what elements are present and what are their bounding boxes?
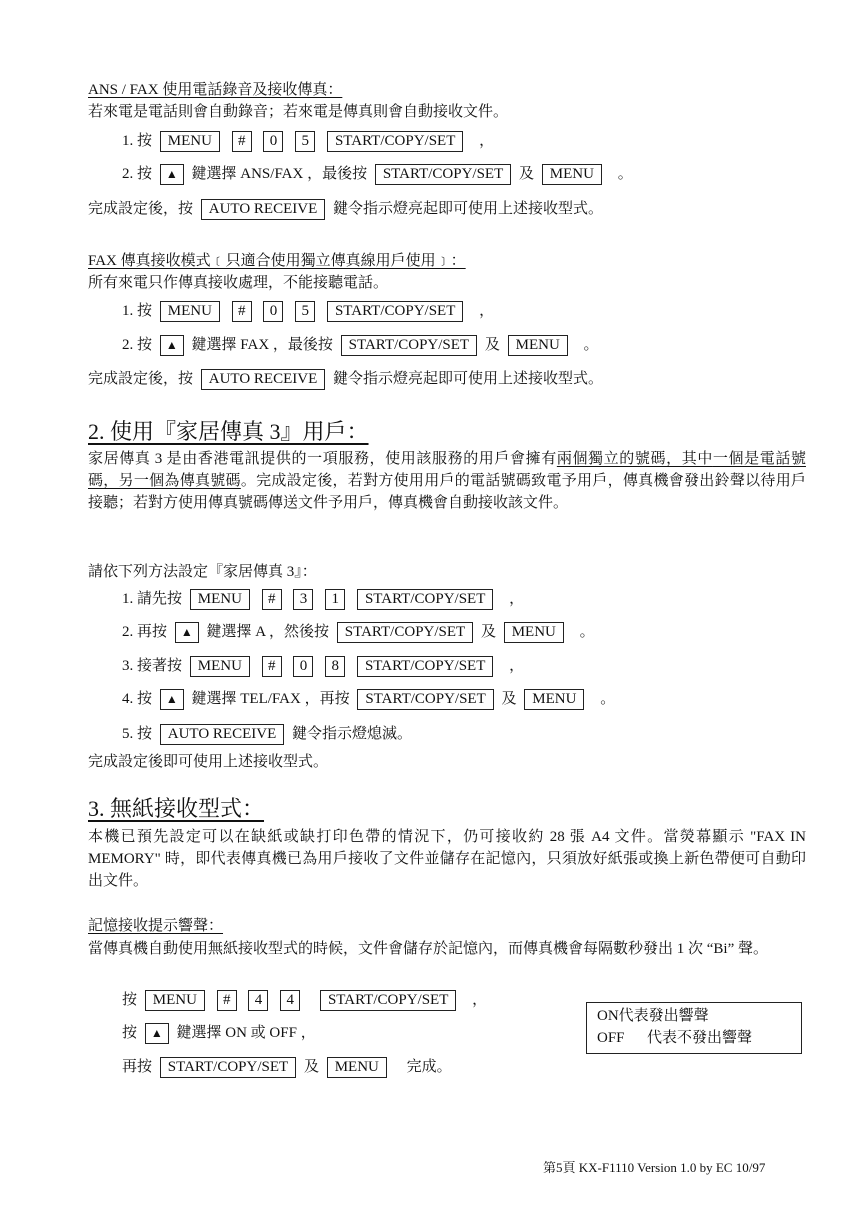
ansfax-done (88, 199, 603, 220)
digit-4-key: 4 (280, 990, 300, 1011)
step-text: 鍵選擇 TEL/FAX ，再按 (191, 691, 350, 707)
auto-receive-key: AUTO RECEIVE (201, 199, 325, 220)
ansfax-title: ANS / FAX 使用電話錄音及接收傳真： (88, 82, 343, 98)
beep-step-1 (122, 990, 487, 1011)
step-label: 按 (122, 1025, 138, 1041)
beep-step-3 (122, 1057, 452, 1078)
para-underline-1: 兩個獨立的號碼，其中 (556, 451, 713, 467)
step-label: 1. 按 (122, 303, 153, 319)
step-label: 按 (122, 992, 138, 1008)
and-text: 及 (480, 624, 496, 640)
section-3-heading: 3. 無紙接收型式： (88, 796, 265, 821)
digit-3-key: 3 (293, 589, 313, 610)
legend-on: ON代表發出響聲 (597, 1008, 709, 1024)
ansfax-description: 若來電是電話則會自動錄音；若來電是傳真則會自動接收文件。 (88, 104, 509, 120)
digit-5-key: 5 (295, 131, 315, 152)
menu-key: MENU (160, 131, 220, 152)
step-text: 鍵令指示燈熄滅。 (291, 726, 412, 742)
page-footer: 第5頁 KX-F1110 Version 1.0 by EC 10/97 (543, 1160, 766, 1175)
start-copy-set-key: START/COPY/SET (160, 1057, 296, 1078)
section-2-paragraph (88, 448, 806, 514)
fax-description: 所有來電只作傳真接收處理，不能接聽電話。 (88, 275, 389, 291)
fax-step-1 (122, 301, 494, 322)
up-arrow-key-icon: ▲ (160, 335, 184, 356)
digit-0-key: 0 (293, 656, 313, 677)
step-label: 2. 再按 (122, 624, 168, 640)
step-text: 鍵選擇 ON 或 OFF ， (176, 1025, 316, 1041)
section-2-step-5 (122, 724, 412, 745)
fax-done (88, 369, 603, 390)
menu-key: MENU (542, 164, 602, 185)
digit-0-key: 0 (263, 301, 283, 322)
and-text: 及 (519, 166, 535, 182)
beep-step-2 (122, 1023, 316, 1044)
section-2-step-4 (122, 689, 615, 710)
hash-key: # (217, 990, 237, 1011)
digit-0-key: 0 (263, 131, 283, 152)
menu-key: MENU (327, 1057, 387, 1078)
beep-title: 記憶接收提示響聲： (88, 918, 224, 934)
digit-1-key: 1 (325, 589, 345, 610)
hash-key: # (262, 656, 282, 677)
section-3-paragraph: 本機已預先設定可以在缺紙或缺打印色帶的情況下，仍可接收約 28 張 A4 文件。當熒幕顯示 "FAX IN MEMORY" 時，即代表傳真機已為用戶接收了文件並儲存在記憶內，只須放好紙張或換上新色帶便可自動印出文件。 (88, 829, 806, 889)
start-copy-set-key: START/COPY/SET (320, 990, 456, 1011)
comma: ， (472, 992, 488, 1008)
menu-key: MENU (190, 656, 250, 677)
done-text: 完成設定後，按 (88, 371, 194, 387)
period: 。 (583, 337, 599, 353)
menu-key: MENU (145, 990, 205, 1011)
para-end: 。完成設定後，若對方使用用戶的電話號碼致電予用戶，傳真機會發出鈴聲以待用戶接聽；若對方使用傳真號碼傳送文件予用戶，傳真機會自動接收該文件。 (88, 473, 806, 511)
step-label: 4. 按 (122, 691, 153, 707)
legend-off: OFF 代表不發出響聲 (597, 1030, 753, 1046)
step-text: 鍵選擇 A ，然後按 (206, 624, 330, 640)
comma: ， (509, 591, 525, 607)
on-off-legend-box (586, 1002, 802, 1054)
done-tail: 鍵令指示燈亮起即可使用上述接收型式。 (332, 371, 603, 387)
period: 。 (617, 166, 633, 182)
hash-key: # (232, 301, 252, 322)
step-label: 5. 按 (122, 726, 153, 742)
done-tail: 鍵令指示燈亮起即可使用上述接收型式。 (332, 201, 603, 217)
menu-key: MENU (524, 689, 584, 710)
period: 。 (600, 691, 616, 707)
and-text: 及 (303, 1059, 319, 1075)
section-2-heading: 2. 使用『家居傳真 3』用戶： (88, 419, 369, 444)
and-text: 及 (484, 337, 500, 353)
start-copy-set-key: START/COPY/SET (357, 689, 493, 710)
complete-text: 完成。 (406, 1059, 452, 1075)
fax-title: FAX 傳真接收模式﹝只適合使用獨立傳真線用戶使用﹞： (88, 253, 466, 269)
step-label: 2. 按 (122, 166, 153, 182)
para-underline-2: 一個是電話號碼，另一個為傳真號碼 (88, 451, 806, 489)
step-label: 1. 按 (122, 133, 153, 149)
ansfax-step-1 (122, 131, 494, 152)
hash-key: # (232, 131, 252, 152)
ansfax-step-2 (122, 164, 633, 185)
start-copy-set-key: START/COPY/SET (337, 622, 473, 643)
auto-receive-key: AUTO RECEIVE (160, 724, 284, 745)
fax-step-2 (122, 335, 599, 356)
up-arrow-key-icon: ▲ (160, 164, 184, 185)
section-2-done: 完成設定後即可使用上述接收型式。 (88, 754, 329, 770)
start-copy-set-key: START/COPY/SET (327, 301, 463, 322)
start-copy-set-key: START/COPY/SET (357, 589, 493, 610)
hash-key: # (262, 589, 282, 610)
start-copy-set-key: START/COPY/SET (375, 164, 511, 185)
menu-key: MENU (504, 622, 564, 643)
period: 。 (579, 624, 595, 640)
step-text: 鍵選擇 ANS/FAX ，最後按 (191, 166, 368, 182)
auto-receive-key: AUTO RECEIVE (201, 369, 325, 390)
comma: ， (509, 658, 525, 674)
para-start: 家居傳真 3 是由香港電訊提供的一項服務，使用該服務的用戶會擁有 (88, 451, 557, 467)
section-2-step-1 (122, 589, 524, 610)
done-text: 完成設定後，按 (88, 201, 194, 217)
section-2-step-3 (122, 656, 524, 677)
step-text: 鍵選擇 FAX ，最後按 (191, 337, 333, 353)
beep-paragraph: 當傳真機自動使用無紙接收型式的時候，文件會儲存於記憶內，而傳真機會每隔數秒發出 1 次 “Bi” 聲。 (88, 941, 768, 957)
comma: ， (479, 303, 495, 319)
menu-key: MENU (190, 589, 250, 610)
step-label: 再按 (122, 1059, 153, 1075)
step-label: 2. 按 (122, 337, 153, 353)
start-copy-set-key: START/COPY/SET (341, 335, 477, 356)
section-2-step-2 (122, 622, 595, 643)
digit-8-key: 8 (325, 656, 345, 677)
up-arrow-key-icon: ▲ (175, 622, 199, 643)
section-2-intro: 請依下列方法設定『家居傳真 3』： (88, 564, 317, 580)
menu-key: MENU (160, 301, 220, 322)
up-arrow-key-icon: ▲ (160, 689, 184, 710)
up-arrow-key-icon: ▲ (145, 1023, 169, 1044)
digit-4-key: 4 (248, 990, 268, 1011)
step-label: 1. 請先按 (122, 591, 183, 607)
menu-key: MENU (508, 335, 568, 356)
comma: ， (479, 133, 495, 149)
step-label: 3. 接著按 (122, 658, 183, 674)
start-copy-set-key: START/COPY/SET (357, 656, 493, 677)
and-text: 及 (501, 691, 517, 707)
start-copy-set-key: START/COPY/SET (327, 131, 463, 152)
digit-5-key: 5 (295, 301, 315, 322)
